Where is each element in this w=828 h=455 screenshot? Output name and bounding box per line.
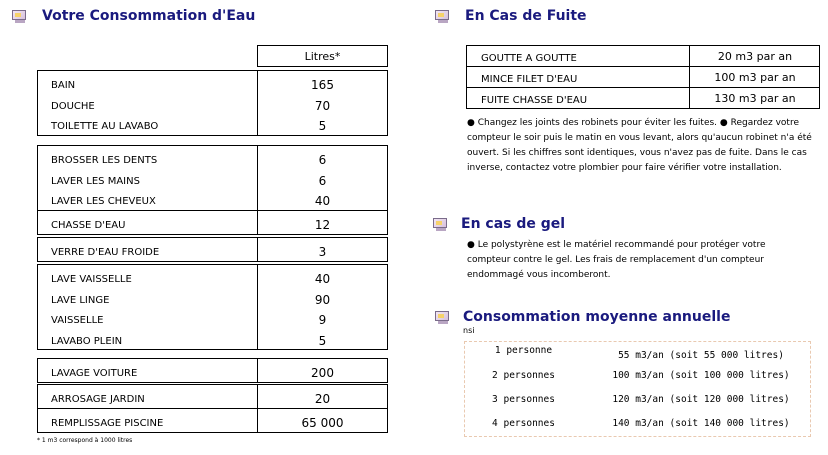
value-cell-group (257, 358, 388, 383)
note-text: nsi (463, 326, 475, 335)
activity-label: VAISSELLE (51, 315, 104, 326)
leak-volume-cell (689, 87, 820, 109)
value-cell-group (257, 70, 388, 136)
leak-volume-value: 130 m3 par an (714, 92, 796, 105)
leak-volume-cell (689, 66, 820, 88)
household-size: 4 personnes (492, 418, 555, 429)
value-cell-group (257, 264, 388, 350)
household-size: 2 personnes (492, 370, 555, 381)
value-cell-group (257, 210, 388, 235)
value-cell-group (257, 408, 388, 433)
label-cell-group (37, 70, 258, 136)
activity-label: ARROSAGE JARDIN (51, 394, 145, 405)
liters-value: 6 (318, 173, 327, 188)
value-cell-group (257, 237, 388, 262)
leak-type-cell (466, 87, 690, 109)
activity-label: BROSSER LES DENTS (51, 155, 158, 166)
annual-volume: 140 m3/an (soit 140 000 litres) (612, 418, 790, 429)
section-heading-consommation (12, 8, 255, 24)
annual-volume: 100 m3/an (soit 100 000 litres) (612, 370, 790, 381)
liters-value: 3 (318, 245, 327, 259)
average-consumption-box (464, 341, 811, 437)
leak-volume-cell (689, 45, 820, 67)
liters-value: 5 (318, 119, 327, 133)
leak-type-cell (466, 45, 690, 67)
household-size: 1 personne (494, 345, 553, 356)
leak-type-label: MINCE FILET D'EAU (481, 74, 578, 85)
activity-label: TOILETTE AU LAVABO (51, 121, 159, 132)
label-cell-group (37, 358, 258, 383)
activity-label: LAVER LES CHEVEUX (51, 196, 156, 207)
liters-value: 200 (311, 366, 334, 380)
section-heading-gel (433, 216, 565, 232)
monitor-icon (433, 218, 449, 231)
liters-value: 70 (314, 98, 331, 113)
frost-advice-text: ● Le polystyrène est le matériel recommandé pour protéger votre compteur contre le gel. Les frais de remplacement d'un compteur endommagé vous incomberont. (467, 240, 766, 280)
section-heading-moyenne (435, 309, 730, 325)
liters-value: 6 (318, 153, 327, 167)
monitor-icon (12, 10, 28, 23)
liters-value: 12 (314, 218, 331, 232)
liters-value: 5 (318, 333, 327, 348)
annual-volume: 55 m3/an (soit 55 000 litres) (618, 350, 784, 361)
liters-value: 165 (311, 78, 334, 92)
activity-label: BAIN (51, 80, 76, 91)
activity-label: LAVE LINGE (51, 294, 110, 306)
activity-label: LAVABO PLEIN (51, 335, 123, 347)
section-title: Consommation moyenne annuelle (463, 309, 731, 325)
label-cell-group (37, 264, 258, 350)
monitor-icon (435, 311, 451, 324)
activity-label: DOUCHE (51, 100, 95, 112)
activity-label: CHASSE D'EAU (51, 220, 126, 231)
label-cell-group (37, 145, 258, 211)
liters-value: 40 (314, 272, 331, 286)
section-heading-fuite (435, 8, 587, 24)
activity-label: LAVER LES MAINS (51, 175, 140, 187)
monitor-icon (435, 10, 451, 23)
label-cell-group (37, 408, 258, 433)
label-cell-group (37, 237, 258, 262)
liters-value: 40 (314, 194, 331, 208)
leak-volume-value: 20 m3 par an (717, 50, 793, 63)
activity-label: LAVAGE VOITURE (51, 368, 138, 379)
section-title: Votre Consommation d'Eau (42, 8, 256, 24)
label-cell-group (37, 384, 258, 409)
annual-volume: 120 m3/an (soit 120 000 litres) (612, 394, 790, 405)
leak-type-cell (466, 66, 690, 88)
leak-advice-text: ● Changez les joints des robinets pour éviter les fuites. ● Regardez votre compteur le soir puis le matin en vous levant, alors qu'aucun robinet n'a été ouvert. Si les chiffres sont identiques, vous n'avez pas de fuite. Dans le cas inverse, contactez votre plombier pour faire vérifier votre installation. (467, 118, 812, 173)
liters-value: 90 (314, 292, 331, 307)
value-cell-group (257, 145, 388, 211)
activity-label: LAVE VAISSELLE (51, 274, 132, 285)
leak-volume-value: 100 m3 par an (714, 71, 796, 84)
liters-value: 9 (318, 313, 327, 327)
footnote: * 1 m3 correspond à 1000 litres (37, 437, 133, 444)
household-size: 3 personnes (492, 394, 555, 405)
leak-type-label: GOUTTE A GOUTTE (481, 53, 577, 64)
leak-type-label: FUITE CHASSE D'EAU (481, 95, 588, 106)
value-cell-group (257, 384, 388, 409)
column-header-cell (257, 45, 388, 67)
liters-value: 65 000 (301, 416, 344, 430)
section-title: En cas de gel (461, 216, 566, 232)
liters-value: 20 (314, 392, 331, 406)
activity-label: VERRE D'EAU FROIDE (51, 247, 160, 258)
column-header: Litres* (304, 50, 341, 63)
activity-label: REMPLISSAGE PISCINE (51, 418, 164, 429)
label-cell-group (37, 210, 258, 235)
section-title: En Cas de Fuite (465, 8, 587, 24)
